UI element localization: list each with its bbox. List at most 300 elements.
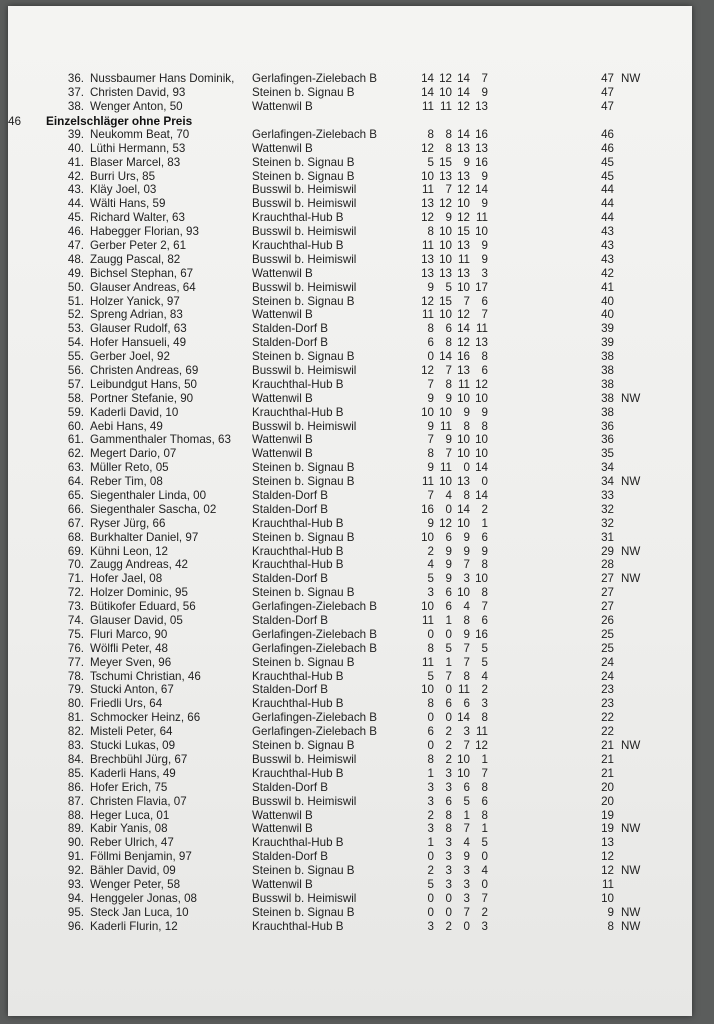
score-2: 8 xyxy=(445,822,452,836)
score-1: 7 xyxy=(427,377,434,391)
score-1: 10 xyxy=(421,405,434,419)
result-row xyxy=(8,72,692,86)
club-name: Gerlafingen-Zielebach B xyxy=(252,725,378,739)
rank: 94. xyxy=(67,891,84,905)
score-3: 7 xyxy=(463,558,470,572)
score-4: 1 xyxy=(481,752,488,766)
score-1: 5 xyxy=(427,155,434,169)
score-1: 6 xyxy=(427,336,434,350)
rank: 51. xyxy=(67,294,84,308)
club-name: Stalden-Dorf B xyxy=(252,850,329,864)
score-4: 10 xyxy=(475,572,488,586)
rank: 72. xyxy=(67,586,84,600)
player-name: Neukomm Beat, 70 xyxy=(90,127,190,141)
total-score: 43 xyxy=(601,225,614,239)
score-3: 12 xyxy=(457,308,470,322)
player-name: Steck Jan Luca, 10 xyxy=(90,905,189,919)
score-2: 9 xyxy=(445,391,452,405)
rank: 47. xyxy=(67,238,84,252)
score-3: 10 xyxy=(457,516,470,530)
club-name: Wattenwil B xyxy=(252,433,313,447)
score-2: 0 xyxy=(445,502,452,516)
total-score: 45 xyxy=(601,169,614,183)
score-3: 7 xyxy=(463,905,470,919)
rank: 45. xyxy=(67,211,84,225)
score-3: 6 xyxy=(463,697,470,711)
total-score: 24 xyxy=(601,669,614,683)
score-3: 10 xyxy=(457,280,470,294)
score-1: 3 xyxy=(427,822,434,836)
score-1: 12 xyxy=(421,211,434,225)
score-1: 14 xyxy=(421,72,434,85)
player-name: Wenger Anton, 50 xyxy=(90,99,183,113)
score-2: 6 xyxy=(445,794,452,808)
score-4: 6 xyxy=(481,364,488,377)
rank: 95. xyxy=(67,905,84,919)
rank: 69. xyxy=(67,544,84,558)
score-1: 11 xyxy=(421,308,434,322)
result-row xyxy=(8,433,692,447)
score-2: 0 xyxy=(445,683,452,697)
total-score: 21 xyxy=(601,752,614,766)
rank: 52. xyxy=(67,308,84,322)
score-2: 12 xyxy=(439,197,452,211)
club-name: Stalden-Dorf B xyxy=(252,322,329,336)
club-name: Krauchthal-Hub B xyxy=(252,697,344,711)
score-3: 9 xyxy=(463,530,470,544)
score-3: 14 xyxy=(457,322,470,336)
score-4: 1 xyxy=(481,822,488,836)
score-4: 5 xyxy=(481,836,488,850)
result-row xyxy=(8,878,692,892)
score-4: 9 xyxy=(481,85,488,99)
score-3: 11 xyxy=(457,377,470,391)
result-row xyxy=(8,503,692,517)
result-row xyxy=(8,614,692,628)
player-name: Bähler David, 09 xyxy=(90,864,176,878)
club-name: Gerlafingen-Zielebach B xyxy=(252,641,378,655)
score-4: 14 xyxy=(475,461,488,475)
result-row xyxy=(8,406,692,420)
total-score: 32 xyxy=(601,516,614,530)
score-1: 11 xyxy=(421,99,434,113)
result-row xyxy=(8,753,692,767)
score-1: 11 xyxy=(421,238,434,252)
rank: 68. xyxy=(67,530,84,544)
score-1: 8 xyxy=(427,697,434,711)
club-name: Krauchthal-Hub B xyxy=(252,766,344,780)
rank: 54. xyxy=(67,336,84,350)
player-name: Wenger Peter, 58 xyxy=(90,877,181,891)
score-1: 4 xyxy=(427,558,434,572)
score-1: 5 xyxy=(427,669,434,683)
score-1: 0 xyxy=(427,905,434,919)
club-name: Stalden-Dorf B xyxy=(252,614,329,628)
rank: 56. xyxy=(67,364,84,377)
player-name: Siegenthaler Linda, 00 xyxy=(90,489,207,503)
nw-mark: NW xyxy=(621,572,641,586)
score-2: 11 xyxy=(439,419,452,433)
total-score: 47 xyxy=(601,99,614,113)
score-3: 14 xyxy=(457,502,470,516)
player-name: Gammenthaler Thomas, 63 xyxy=(90,433,231,447)
result-row xyxy=(8,600,692,614)
score-1: 8 xyxy=(427,641,434,655)
result-row xyxy=(8,156,692,170)
score-3: 8 xyxy=(463,419,470,433)
nw-mark: NW xyxy=(621,391,641,405)
score-2: 10 xyxy=(439,308,452,322)
rank: 39. xyxy=(67,127,84,141)
result-row xyxy=(8,100,692,114)
result-row xyxy=(8,392,692,406)
score-3: 13 xyxy=(457,266,470,280)
score-1: 0 xyxy=(427,739,434,753)
club-name: Busswil b. Heimiswil xyxy=(252,225,357,239)
player-name: Wölfli Peter, 48 xyxy=(90,641,168,655)
player-name: Reber Tim, 08 xyxy=(90,475,163,489)
score-2: 15 xyxy=(439,294,452,308)
score-3: 12 xyxy=(457,99,470,113)
result-row xyxy=(8,906,692,920)
player-name: Föllmi Benjamin, 97 xyxy=(90,850,192,864)
score-4: 10 xyxy=(475,447,488,461)
score-2: 7 xyxy=(445,447,452,461)
club-name: Steinen b. Signau B xyxy=(252,155,355,169)
total-score: 21 xyxy=(601,766,614,780)
score-4: 0 xyxy=(481,850,488,864)
club-name: Steinen b. Signau B xyxy=(252,475,355,489)
score-1: 13 xyxy=(421,252,434,266)
score-1: 10 xyxy=(421,169,434,183)
total-score: 32 xyxy=(601,502,614,516)
score-4: 9 xyxy=(481,252,488,266)
player-name: Brechbühl Jürg, 67 xyxy=(90,752,188,766)
player-name: Christen David, 93 xyxy=(90,85,186,99)
rank: 36. xyxy=(67,72,84,85)
result-row xyxy=(8,364,692,378)
score-1: 13 xyxy=(421,266,434,280)
score-2: 0 xyxy=(445,891,452,905)
score-4: 10 xyxy=(475,433,488,447)
score-4: 12 xyxy=(475,739,488,753)
score-3: 12 xyxy=(457,336,470,350)
club-name: Wattenwil B xyxy=(252,99,313,113)
rank: 48. xyxy=(67,252,84,266)
result-row xyxy=(8,253,692,267)
score-3: 13 xyxy=(457,141,470,155)
score-1: 5 xyxy=(427,877,434,891)
score-3: 8 xyxy=(463,489,470,503)
club-name: Busswil b. Heimiswil xyxy=(252,419,357,433)
rank: 66. xyxy=(67,502,84,516)
total-score: 12 xyxy=(601,864,614,878)
rank: 61. xyxy=(67,433,84,447)
rank: 80. xyxy=(67,697,84,711)
score-4: 8 xyxy=(481,558,488,572)
score-2: 2 xyxy=(445,739,452,753)
score-3: 3 xyxy=(463,877,470,891)
total-score: 25 xyxy=(601,627,614,641)
score-2: 7 xyxy=(445,183,452,197)
total-score: 27 xyxy=(601,600,614,614)
player-name: Holzer Yanick, 97 xyxy=(90,294,180,308)
rank: 67. xyxy=(67,516,84,530)
total-score: 40 xyxy=(601,308,614,322)
total-score: 22 xyxy=(601,725,614,739)
score-3: 13 xyxy=(457,364,470,377)
score-2: 3 xyxy=(445,780,452,794)
score-1: 11 xyxy=(421,475,434,489)
rank: 57. xyxy=(67,377,84,391)
score-4: 9 xyxy=(481,544,488,558)
score-3: 0 xyxy=(463,919,470,933)
rank: 90. xyxy=(67,836,84,850)
club-name: Krauchthal-Hub B xyxy=(252,377,344,391)
score-1: 1 xyxy=(427,836,434,850)
total-score: 24 xyxy=(601,655,614,669)
score-3: 7 xyxy=(463,739,470,753)
total-score: 25 xyxy=(601,641,614,655)
score-3: 12 xyxy=(457,211,470,225)
result-row xyxy=(8,239,692,253)
player-name: Henggeler Jonas, 08 xyxy=(90,891,197,905)
result-row xyxy=(8,767,692,781)
rank: 89. xyxy=(67,822,84,836)
result-row xyxy=(8,545,692,559)
total-score: 33 xyxy=(601,489,614,503)
result-row xyxy=(8,642,692,656)
score-4: 8 xyxy=(481,419,488,433)
club-name: Krauchthal-Hub B xyxy=(252,836,344,850)
club-name: Busswil b. Heimiswil xyxy=(252,364,357,377)
result-row xyxy=(8,183,692,197)
player-name: Portner Stefanie, 90 xyxy=(90,391,194,405)
club-name: Busswil b. Heimiswil xyxy=(252,197,357,211)
club-name: Stalden-Dorf B xyxy=(252,502,329,516)
rank: 43. xyxy=(67,183,84,197)
total-score: 46 xyxy=(601,141,614,155)
score-4: 12 xyxy=(475,377,488,391)
score-1: 10 xyxy=(421,600,434,614)
score-1: 7 xyxy=(427,433,434,447)
result-row xyxy=(8,420,692,434)
score-2: 1 xyxy=(445,614,452,628)
rank: 58. xyxy=(67,391,84,405)
result-row xyxy=(8,725,692,739)
score-3: 3 xyxy=(463,864,470,878)
score-2: 3 xyxy=(445,836,452,850)
score-4: 2 xyxy=(481,502,488,516)
score-2: 10 xyxy=(439,238,452,252)
result-row xyxy=(8,836,692,850)
score-1: 1 xyxy=(427,766,434,780)
rank: 82. xyxy=(67,725,84,739)
total-score: 10 xyxy=(601,891,614,905)
result-row xyxy=(8,809,692,823)
player-name: Kaderli David, 10 xyxy=(90,405,179,419)
score-3: 6 xyxy=(463,780,470,794)
total-score: 11 xyxy=(601,877,614,891)
score-4: 3 xyxy=(481,697,488,711)
rank: 73. xyxy=(67,600,84,614)
club-name: Krauchthal-Hub B xyxy=(252,558,344,572)
result-row xyxy=(8,531,692,545)
score-4: 2 xyxy=(481,683,488,697)
score-2: 0 xyxy=(445,711,452,725)
score-2: 10 xyxy=(439,405,452,419)
player-name: Tschumi Christian, 46 xyxy=(90,669,201,683)
total-score: 34 xyxy=(601,475,614,489)
score-3: 13 xyxy=(457,169,470,183)
score-1: 0 xyxy=(427,891,434,905)
club-name: Wattenwil B xyxy=(252,808,313,822)
rank: 74. xyxy=(67,614,84,628)
rank: 44. xyxy=(67,197,84,211)
total-score: 46 xyxy=(601,127,614,141)
result-row xyxy=(8,86,692,100)
rank: 76. xyxy=(67,641,84,655)
score-3: 14 xyxy=(457,127,470,141)
score-2: 13 xyxy=(439,266,452,280)
total-score: 8 xyxy=(607,919,614,933)
score-4: 4 xyxy=(481,669,488,683)
score-4: 3 xyxy=(481,919,488,933)
score-3: 9 xyxy=(463,850,470,864)
club-name: Wattenwil B xyxy=(252,308,313,322)
score-2: 3 xyxy=(445,877,452,891)
rank: 62. xyxy=(67,447,84,461)
player-name: Wälti Hans, 59 xyxy=(90,197,166,211)
score-3: 10 xyxy=(457,586,470,600)
club-name: Wattenwil B xyxy=(252,447,313,461)
score-1: 8 xyxy=(427,447,434,461)
club-name: Krauchthal-Hub B xyxy=(252,211,344,225)
score-3: 5 xyxy=(463,794,470,808)
score-3: 4 xyxy=(463,600,470,614)
score-1: 3 xyxy=(427,919,434,933)
result-row xyxy=(8,336,692,350)
score-1: 9 xyxy=(427,391,434,405)
club-name: Busswil b. Heimiswil xyxy=(252,752,357,766)
total-score: 26 xyxy=(601,614,614,628)
nw-mark: NW xyxy=(621,919,641,933)
result-row xyxy=(8,822,692,836)
rank: 60. xyxy=(67,419,84,433)
rank: 92. xyxy=(67,864,84,878)
club-name: Wattenwil B xyxy=(252,877,313,891)
score-1: 8 xyxy=(427,752,434,766)
rank: 46. xyxy=(67,225,84,239)
score-3: 9 xyxy=(463,627,470,641)
score-4: 9 xyxy=(481,238,488,252)
club-name: Steinen b. Signau B xyxy=(252,169,355,183)
nw-mark: NW xyxy=(621,905,641,919)
nw-mark: NW xyxy=(621,739,641,753)
total-score: 20 xyxy=(601,794,614,808)
score-4: 8 xyxy=(481,808,488,822)
total-score: 39 xyxy=(601,336,614,350)
total-score: 36 xyxy=(601,419,614,433)
score-1: 11 xyxy=(421,614,434,628)
score-3: 11 xyxy=(457,683,470,697)
score-2: 8 xyxy=(445,336,452,350)
score-2: 6 xyxy=(445,322,452,336)
score-3: 7 xyxy=(463,294,470,308)
player-name: Zaugg Pascal, 82 xyxy=(90,252,181,266)
rank: 70. xyxy=(67,558,84,572)
rank: 40. xyxy=(67,141,84,155)
player-name: Gerber Joel, 92 xyxy=(90,350,170,364)
score-2: 11 xyxy=(439,99,452,113)
score-1: 13 xyxy=(421,197,434,211)
rank: 41. xyxy=(67,155,84,169)
player-name: Kaderli Flurin, 12 xyxy=(90,919,178,933)
rank: 91. xyxy=(67,850,84,864)
result-row xyxy=(8,920,692,934)
rank: 53. xyxy=(67,322,84,336)
score-4: 6 xyxy=(481,794,488,808)
score-4: 13 xyxy=(475,99,488,113)
rank: 81. xyxy=(67,711,84,725)
player-name: Megert Dario, 07 xyxy=(90,447,177,461)
club-name: Wattenwil B xyxy=(252,822,313,836)
section-heading-total: 46 xyxy=(8,113,22,128)
score-4: 5 xyxy=(481,655,488,669)
rank: 59. xyxy=(67,405,84,419)
total-score: 39 xyxy=(601,322,614,336)
result-row xyxy=(8,850,692,864)
rank: 65. xyxy=(67,489,84,503)
score-2: 9 xyxy=(445,211,452,225)
player-name: Glauser David, 05 xyxy=(90,614,183,628)
player-name: Kläy Joel, 03 xyxy=(90,183,157,197)
player-name: Hofer Erich, 75 xyxy=(90,780,168,794)
score-1: 12 xyxy=(421,294,434,308)
player-name: Hofer Hansueli, 49 xyxy=(90,336,187,350)
rank: 42. xyxy=(67,169,84,183)
club-name: Stalden-Dorf B xyxy=(252,489,329,503)
score-3: 11 xyxy=(457,252,470,266)
total-score: 45 xyxy=(601,155,614,169)
rank: 77. xyxy=(67,655,84,669)
club-name: Steinen b. Signau B xyxy=(252,905,355,919)
result-row xyxy=(8,197,692,211)
total-score: 42 xyxy=(601,266,614,280)
total-score: 27 xyxy=(601,586,614,600)
total-score: 29 xyxy=(601,544,614,558)
club-name: Krauchthal-Hub B xyxy=(252,516,344,530)
player-name: Blaser Marcel, 83 xyxy=(90,155,181,169)
score-4: 7 xyxy=(481,308,488,322)
total-score: 9 xyxy=(607,905,614,919)
score-1: 9 xyxy=(427,516,434,530)
result-row xyxy=(8,378,692,392)
player-name: Aebi Hans, 49 xyxy=(90,419,163,433)
total-score: 43 xyxy=(601,238,614,252)
player-name: Stucki Anton, 67 xyxy=(90,683,174,697)
total-score: 36 xyxy=(601,433,614,447)
club-name: Gerlafingen-Zielebach B xyxy=(252,711,378,725)
score-4: 0 xyxy=(481,475,488,489)
total-score: 23 xyxy=(601,683,614,697)
club-name: Wattenwil B xyxy=(252,141,313,155)
player-name: Christen Flavia, 07 xyxy=(90,794,187,808)
club-name: Krauchthal-Hub B xyxy=(252,238,344,252)
rank: 88. xyxy=(67,808,84,822)
result-row xyxy=(8,781,692,795)
club-name: Steinen b. Signau B xyxy=(252,864,355,878)
